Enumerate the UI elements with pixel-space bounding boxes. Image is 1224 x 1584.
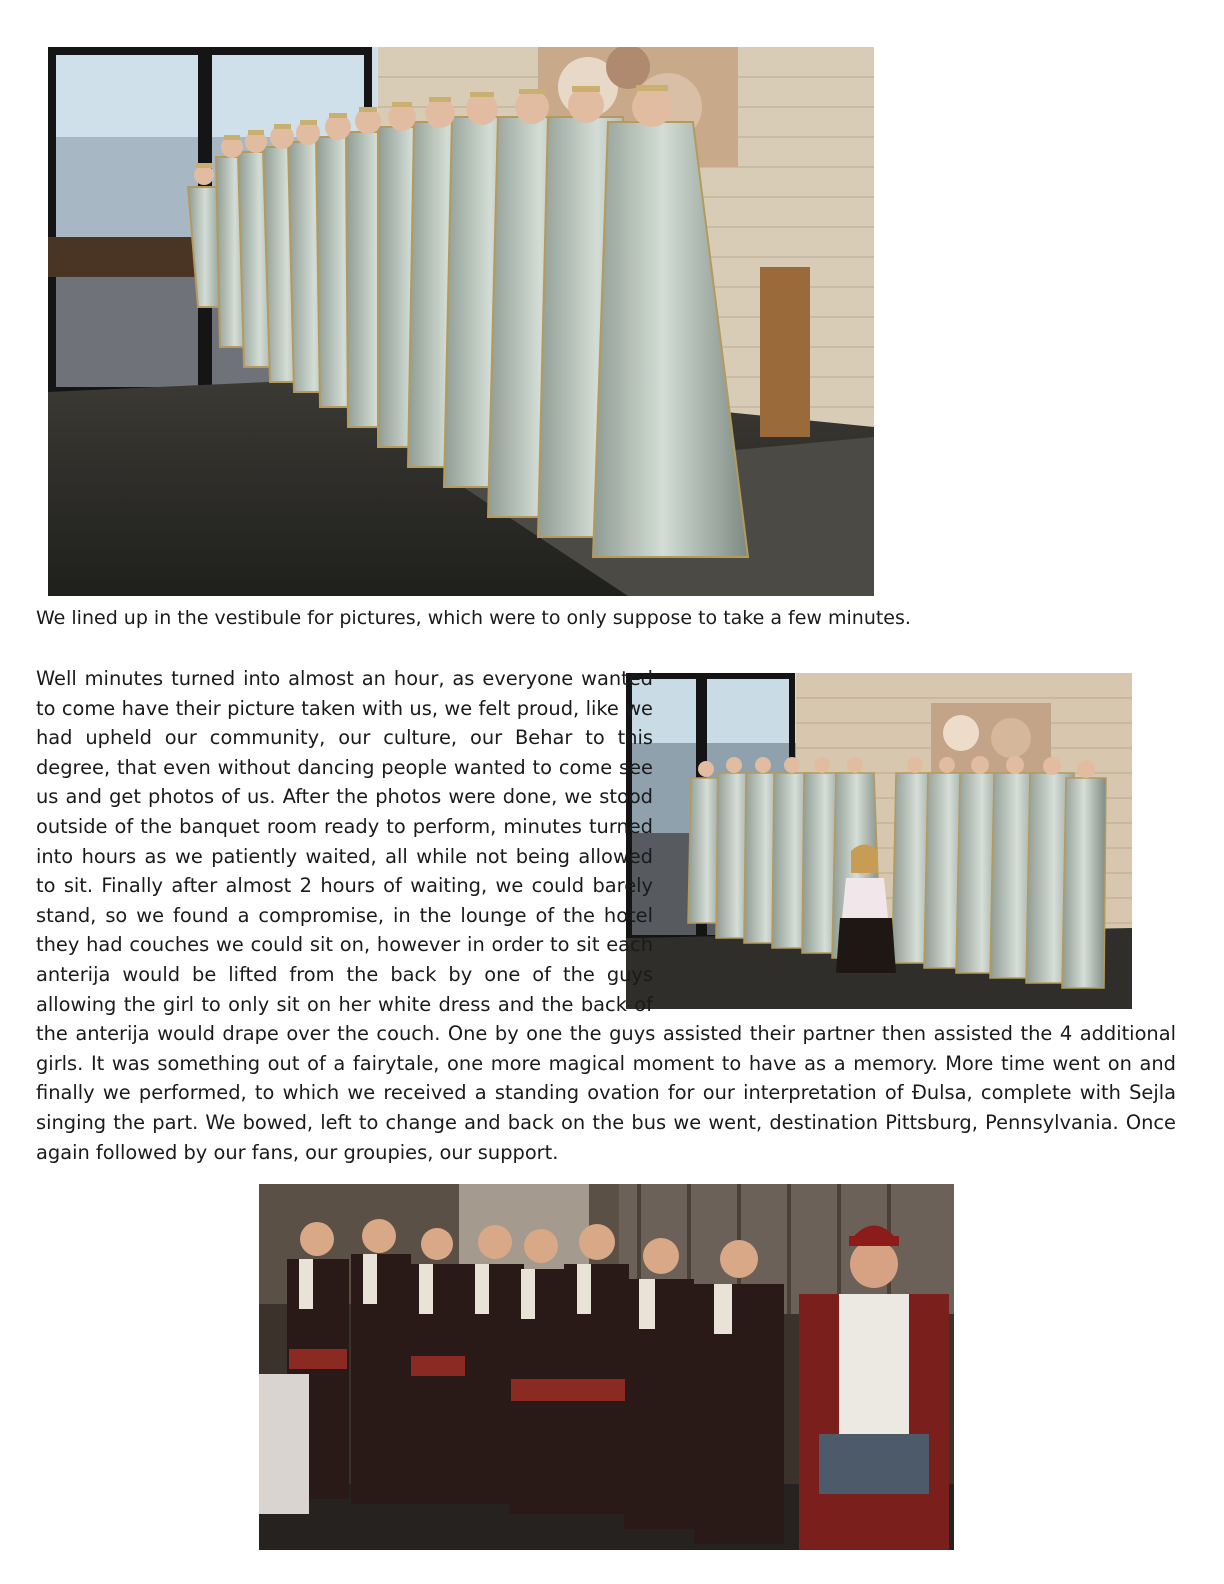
- story-paragraph: [36, 664, 1176, 1167]
- photo-male-dancers: [259, 1184, 954, 1550]
- photo-caption: We lined up in the vestibule for pictures, which were to only suppose to take a few minutes.: [36, 607, 911, 629]
- photo-wrap-spacer: [653, 664, 1176, 1019]
- story-text: Well minutes turned into almost an hour, as everyone wanted to come have their picture taken with us, we felt proud, like we had upheld our community, our culture, our Behar to this degree, that even without dancing people wanted to come see us and get photos of us. After the photos were done, we stood outside of the banquet room ready to perform, minutes turned into hours as we patiently waited, all while not being allowed to sit. Finally after almost 2 hours of waiting, we could barely stand, so we found a compromise, in the lounge of the hotel they had couches we could sit on, however in order to sit each anterija would be lifted from the back by one of the guys allowing the girl to only sit on her white dress and the back of the anterija would drape over the couch. One by one the guys assisted their partner then assisted the 4 additional girls. It was something out of a fairytale, one more magical moment to have as a memory. More time went on and finally we performed, to which we received a standing ovation for our interpretation of Đulsa, complete with Sejla singing the part. We bowed, left to change and back on the bus we went, destination Pittsburg, Pennsylvania. Once again followed by our fans, our groupies, our support.: [36, 667, 1176, 1164]
- photo-dancers-lineup: [48, 47, 874, 596]
